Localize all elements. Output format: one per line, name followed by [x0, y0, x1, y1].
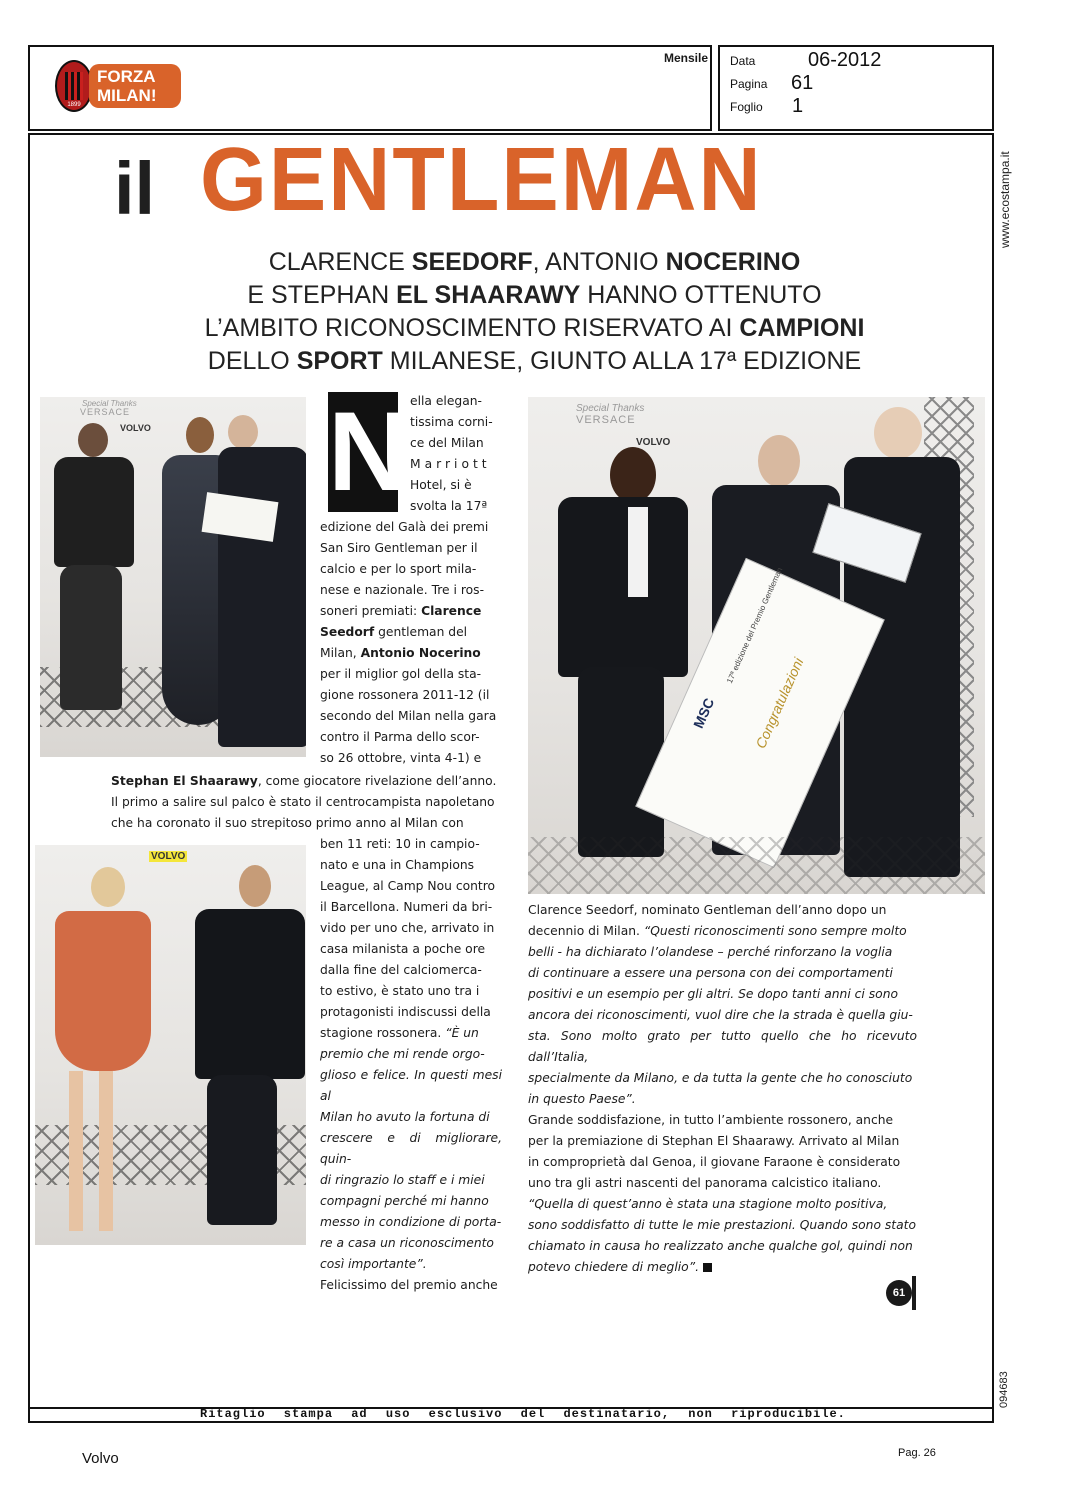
milan-crest-icon: 1899: [55, 60, 93, 112]
subtitle-line-1: CLARENCE SEEDORF, ANTONIO NOCERINO: [268, 248, 801, 276]
award-cheque: MSC Congratulazioni 17ª edizione del Premio Gentleman: [635, 558, 884, 868]
footer-brand: Volvo: [82, 1450, 119, 1467]
photo-nocerino-award: Special Thanks VERSACE VOLVO: [40, 397, 306, 757]
col2-body: ben 11 reti: 10 in campio- nato e una in Champions League, al Camp Nou contro il Barcellona. Numeri da bri- vido per uno che, arrivato in casa milanista a poche ore dalla fine del calciomerca- to estivo, è stato uno tra i protagonisti indiscussi della stagione rossonera. “È un premio che mi rende orgo- glioso e felice. In questi mesi al Milan ho avuto la fortuna di crescere e di migliorare, quin- di ringrazio lo staff e i miei compagni perché mi hanno messo in condizione di porta- re a casa un riconoscimento così importante”. Felicissimo del premio anche: [320, 837, 502, 1292]
subtitle-line-4: DELLO SPORT MILANESE, GIUNTO ALLA 17ª EDIZIONE: [207, 347, 862, 375]
col3-body: Clarence Seedorf, nominato Gentleman dell’anno dopo un decennio di Milan. “Questi riconoscimenti sono sempre molto belli - ha dichiarato l’olandese – perché rinforzano la voglia di continuare a essere una persona con dei comportamenti positivi e un esempio per gli altri. Se dopo tanti anni ci sono ancora dei riconoscimenti, vuol dire che la strada è quella giu- sta. Sono molto grato per tutto quello che ho ricevuto dall’Italia, specialmente da Milano, e da tutta la gente che ho conosciuto in questo Paese”. Grande soddisfazione, in tutto l’ambiente rossonero, anche per la premiazione di Stephan El Shaarawy. Arrivato al Milan in comproprietà dal Genoa, il giovane Faraone è considerato uno tra gli astri nascenti del panorama calcistico italiano. “Quella di quest’anno è stata una stagione molto positiva, sono soddisfatto di tutte le mie prestazioni. Quando sono stato chiamato in causa ho realizzato anche qualche gol, quindi non potevo chiedere di meglio”.: [528, 903, 917, 1274]
wide-paragraph: Stephan El Shaarawy, come giocatore rivelazione dell’anno. Il primo a salire sul palco è stato il centrocampista napoletano che ha coronato il suo strepitoso primo anno al Milan con: [111, 774, 497, 830]
photo-elshaarawy-award: VOLVO: [35, 845, 306, 1245]
pagina-label: Pagina: [730, 77, 768, 91]
pagina-value: 61: [791, 72, 814, 94]
col1-intro: ella elegan- tissima corni- ce del Milan Marriott Hotel, si è svolta la 17ª: [410, 394, 493, 513]
clipping-note: Ritaglio stampa ad uso esclusivo del destinatario, non riproducibile.: [200, 1407, 846, 1421]
foglio-label: Foglio: [730, 100, 763, 114]
title-prefix: il: [114, 147, 156, 230]
subtitle-line-3: L’AMBITO RICONOSCIMENTO RISERVATO AI CAMPIONI: [204, 314, 865, 342]
frequency-label: Mensile: [664, 51, 709, 65]
footer-page: Pag. 26: [898, 1447, 936, 1459]
foglio-value: 1: [792, 95, 804, 117]
data-label: Data: [730, 54, 756, 68]
forza-milan-logo: [55, 60, 185, 116]
drop-cap: N: [328, 389, 409, 514]
article-title: GENTLEMAN: [200, 129, 763, 230]
side-code: 094683: [998, 1371, 1010, 1408]
col1-body: edizione del Galà dei premi San Siro Gentleman per il calcio e per lo sport mila- nese e nazionale. Tre i ros- soneri premiati: Clarence Seedorf gentleman del Milan, Antonio Nocerino per il miglior gol della sta- gione rossonera 2011-12 (il secondo del Milan nella gara contro il Parma dello scor- so 26 ottobre, vinta 4-1) e: [320, 520, 497, 765]
side-url: www.ecostampa.it: [998, 151, 1012, 248]
page-marker-icon: 61: [886, 1280, 912, 1306]
subtitle-line-2: E STEPHAN EL SHAARAWY HANNO OTTENUTO: [247, 281, 822, 309]
logo-wordmark: FORZA MILAN!: [89, 64, 181, 108]
data-value: 06-2012: [808, 49, 882, 71]
photo-seedorf-award: Special Thanks VERSACE VOLVO MSC Congratulazioni 17ª edizione del Premio Gentleman: [528, 397, 985, 894]
